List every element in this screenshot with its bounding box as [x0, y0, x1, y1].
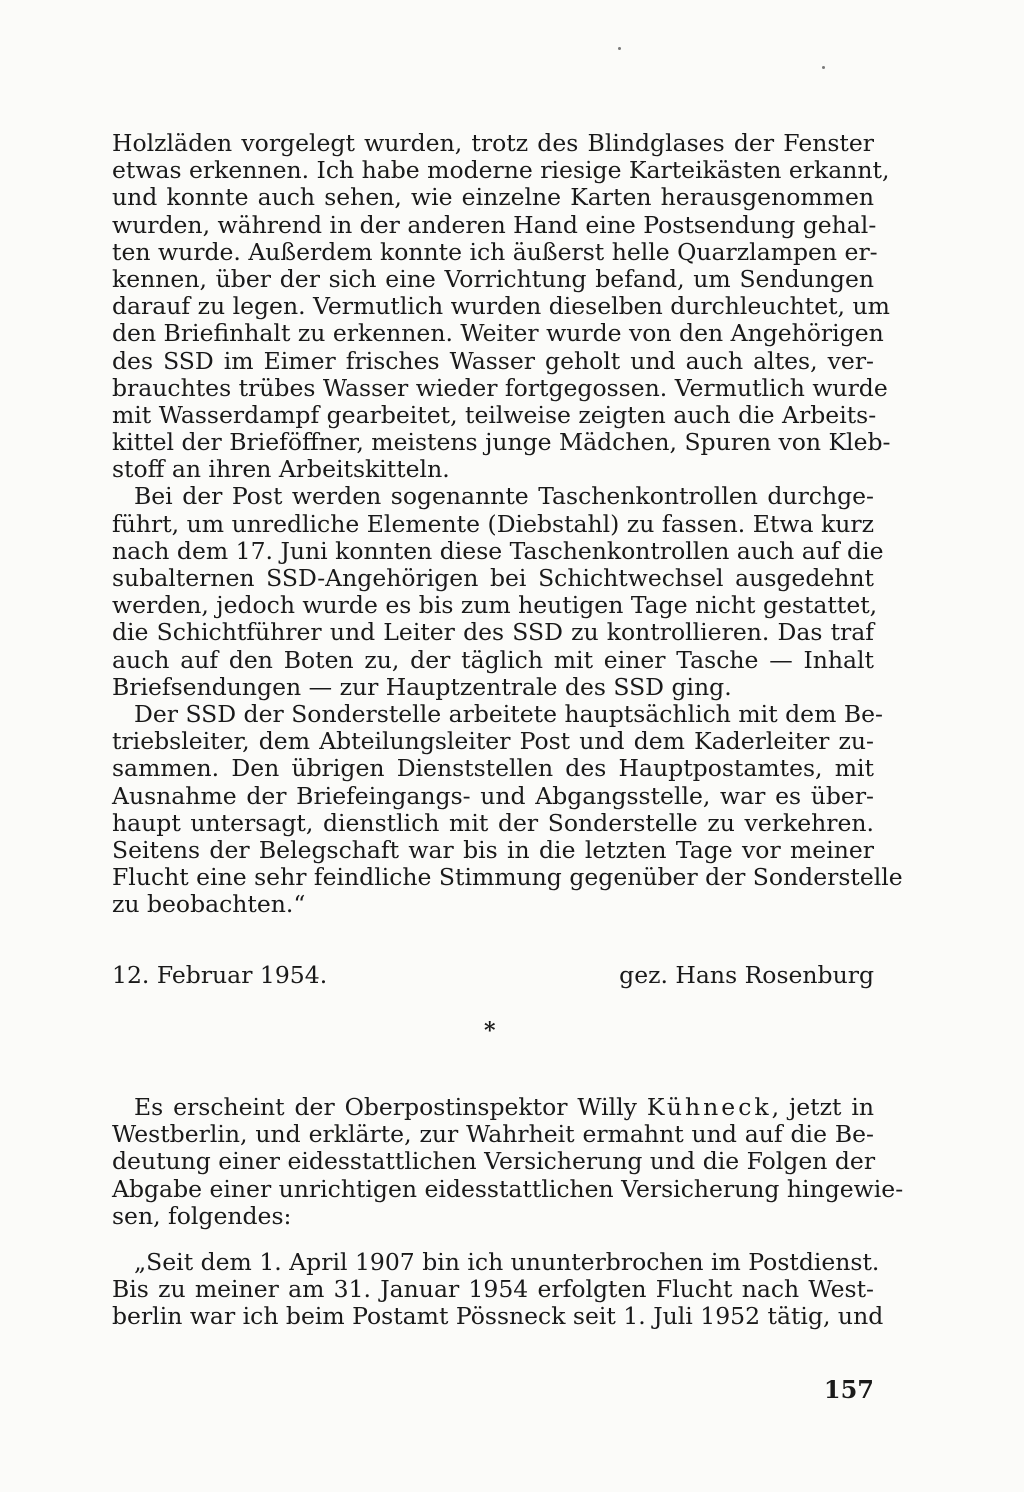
text-line	[112, 1094, 874, 1121]
text-line: Abgabe einer unrichtigen eidesstattlichen Versicherung hingewie-	[112, 1174, 904, 1203]
text-line: Seitens der Belegschaft war bis in die letzten Tage vor meiner	[112, 835, 874, 864]
text-fragment: Es erscheint der Oberpostinspektor Willy	[134, 1093, 637, 1121]
text-line: führt, um unredliche Elemente (Diebstahl) zu fassen. Etwa kurz	[112, 509, 874, 538]
text-line: etwas erkennen. Ich habe moderne riesige Karteikästen erkannt,	[112, 156, 890, 185]
paragraph-sonderstelle	[112, 699, 903, 919]
text-line: darauf zu legen. Vermutlich wurden dieselben durchleuchtet, um	[112, 292, 890, 321]
body-text-declaration	[112, 1093, 904, 1230]
body-text-upper	[112, 129, 903, 919]
text-line: Briefsendungen — zur Hauptzentrale des SSD ging.	[112, 672, 732, 701]
section-divider-asterisk: *	[484, 1018, 496, 1044]
text-line: subalternen SSD-Angehörigen bei Schichtwechsel ausgedehnt	[112, 564, 874, 592]
text-line: nach dem 17. Juni konnten diese Taschenkontrollen auch auf die	[112, 536, 884, 565]
text-line: werden, jedoch wurde es bis zum heutigen Tage nicht gestattet,	[112, 591, 878, 620]
signature-date: 12. Februar 1954.	[112, 961, 328, 989]
text-line: Bis zu meiner am 31. Januar 1954 erfolgten Flucht nach West-	[112, 1275, 874, 1304]
page-number: 157	[823, 1375, 874, 1404]
paragraph-continued	[112, 129, 891, 484]
text-line: zu beobachten.“	[112, 890, 306, 919]
text-line: und konnte auch sehen, wie einzelne Karten herausgenommen	[112, 183, 874, 212]
text-line: mit Wasserdampf gearbeitet, teilweise zeigten auch die Arbeits-	[112, 400, 877, 429]
signature-name: gez. Hans Rosenburg	[619, 961, 874, 989]
text-line: „Seit dem 1. April 1907 bin ich ununterbrochen im Postdienst.	[134, 1248, 880, 1276]
text-line: des SSD im Eimer frisches Wasser geholt und auch altes, ver-	[112, 346, 874, 375]
text-line: Flucht eine sehr feindliche Stimmung gegenüber der Sonderstelle	[112, 863, 903, 892]
text-line: wurden, während in der anderen Hand eine Postsendung gehal-	[112, 210, 877, 239]
text-line: berlin war ich beim Postamt Pössneck seit 1. Juli 1952 tätig, und	[112, 1302, 884, 1331]
text-line: Holzläden vorgelegt wurden, trotz des Blindglases der Fenster	[112, 129, 874, 157]
text-line: ten wurde. Außerdem konnte ich äußerst helle Quarzlampen er-	[112, 237, 878, 266]
text-line: die Schichtführer und Leiter des SSD zu kontrollieren. Das traf	[112, 618, 874, 647]
text-line: Westberlin, und erklärte, zur Wahrheit ermahnt und auf die Be-	[112, 1120, 874, 1149]
text-line: kittel der Brieföffner, meistens junge Mädchen, Spuren von Kleb-	[112, 428, 891, 457]
signature-row	[112, 962, 874, 989]
text-line: sen, folgendes:	[112, 1201, 292, 1230]
text-line: auch auf den Boten zu, der täglich mit einer Tasche — Inhalt	[112, 645, 874, 674]
text-line: haupt untersagt, dienstlich mit der Sonderstelle zu verkehren.	[112, 808, 874, 837]
text-line: deutung einer eidesstattlichen Versicherung und die Folgen der	[112, 1147, 876, 1176]
text-line: Ausnahme der Briefeingangs- und Abgangsstelle, war es über-	[112, 781, 874, 810]
person-name-spaced: Kühneck	[646, 1093, 772, 1121]
print-speck	[618, 47, 621, 50]
text-line: Der SSD der Sonderstelle arbeitete hauptsächlich mit dem Be-	[134, 699, 883, 728]
paragraph-taschenkontrollen	[112, 482, 884, 701]
text-line: sammen. Den übrigen Dienststellen des Hauptpostamtes, mit	[112, 754, 874, 783]
text-line: triebsleiter, dem Abteilungsleiter Post und dem Kaderleiter zu-	[112, 727, 874, 756]
text-line: den Briefinhalt zu erkennen. Weiter wurde von den Angehörigen	[112, 319, 884, 348]
text-line: brauchtes trübes Wasser wieder fortgegossen. Vermutlich wurde	[112, 373, 888, 402]
text-fragment: , jetzt in	[771, 1093, 874, 1121]
body-text-statement	[112, 1248, 884, 1331]
text-line: Bei der Post werden sogenannte Taschenkontrollen durchge-	[134, 482, 874, 511]
text-line: kennen, über der sich eine Vorrichtung befand, um Sendungen	[112, 264, 874, 293]
print-speck	[822, 66, 825, 69]
text-line: stoff an ihren Arbeitskitteln.	[112, 455, 450, 484]
